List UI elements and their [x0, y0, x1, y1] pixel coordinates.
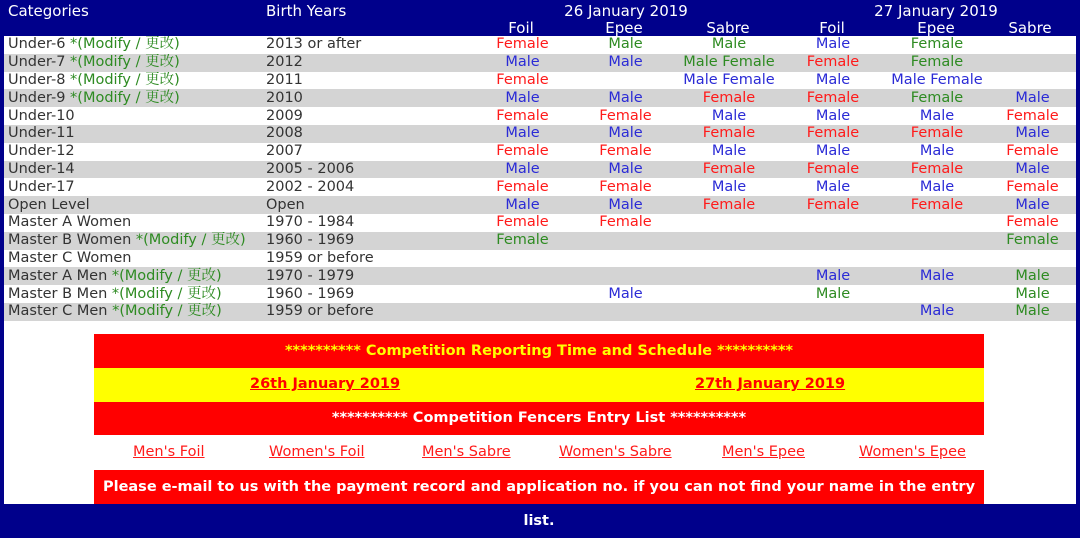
gender-cell-epee-day1 — [574, 232, 677, 250]
gender-cell-epee-day1: Male — [574, 196, 677, 214]
gender-cell-foil-day2: Male — [815, 143, 851, 160]
category-label: Open Level — [8, 196, 90, 213]
birth-years-cell: 1959 or before — [266, 303, 471, 321]
categories-table — [4, 36, 1076, 321]
gender-cell-foil-day1 — [471, 250, 574, 268]
gender-cell-sabre-day2 — [989, 36, 1076, 54]
gender-cell-foil-day2: Female — [781, 125, 885, 143]
gender-cell-foil-day1: Male — [471, 196, 574, 214]
gender-cell-sabre-day1: Female — [677, 161, 781, 179]
modify-link[interactable]: *(Modify / 更改) — [70, 71, 180, 88]
gender-cell-foil-day2 — [781, 250, 885, 268]
gender-cell-epee-day2: Female — [885, 89, 989, 107]
gender-cell-sabre-day2: Male — [989, 303, 1076, 321]
birth-years-cell: 2012 — [266, 54, 471, 72]
womens-epee-link[interactable]: Women's Epee — [859, 444, 966, 460]
category-label: Under-14 — [8, 160, 75, 177]
gender-cell-epee-day2: Male — [919, 107, 955, 124]
gender-cell-foil-day2: Female — [781, 161, 885, 179]
gender-cell-sabre-day1 — [677, 250, 781, 268]
category-cell — [4, 125, 266, 143]
category-cell — [4, 107, 266, 125]
category-label: Under-17 — [8, 178, 75, 195]
category-cell — [4, 178, 266, 196]
gender-cell-epee-day2 — [885, 232, 989, 250]
gender-cell-foil-day1: Male — [471, 125, 574, 143]
gender-cell-sabre-day1: Male — [711, 143, 747, 160]
category-cell — [4, 267, 266, 285]
category-label: Master A Women — [8, 214, 132, 231]
gender-cell-epee-day2 — [885, 285, 989, 303]
gender-cell-epee-day1: Male — [574, 161, 677, 179]
category-cell — [4, 250, 266, 268]
gender-cell-sabre-day2: Male — [989, 125, 1076, 143]
birth-years-cell: 2002 - 2004 — [266, 178, 355, 195]
gender-cell-foil-day2: Male — [815, 36, 851, 53]
table-row — [4, 303, 1076, 321]
gender-cell-sabre-day2: Male — [989, 196, 1076, 214]
gender-cell-epee-day2: Male — [885, 267, 989, 285]
gender-cell-sabre-day2: Male — [989, 89, 1076, 107]
gender-cell-foil-day1: Male — [471, 54, 574, 72]
birth-years-cell: 2009 — [266, 107, 303, 124]
weapon-header-epee-day2: Epee — [917, 19, 955, 37]
gender-cell-epee-day1 — [574, 250, 677, 268]
gender-cell-epee-day1: Female — [599, 214, 652, 231]
footer-notice-banner: Please e-mail to us with the payment record and application no. if you can not find your name in the entry list. — [94, 470, 984, 504]
weapon-header-foil-day1: Foil — [508, 19, 534, 37]
table-row — [4, 267, 1076, 285]
gender-cell-sabre-day1 — [677, 214, 781, 232]
birth-years-header: Birth Years — [266, 2, 347, 20]
womens-sabre-link[interactable]: Women's Sabre — [559, 444, 672, 460]
gender-cell-epee-day1: Male — [574, 125, 677, 143]
category-label: Master C Men — [8, 303, 108, 320]
entry-list-banner: ********** Competition Fencers Entry List ********** — [94, 402, 984, 435]
modify-link[interactable]: *(Modify / 更改) — [111, 267, 222, 284]
category-label: Under-8 — [8, 71, 66, 88]
gender-cell-sabre-day2: Female — [1006, 178, 1059, 195]
modify-link[interactable]: *(Modify / 更改) — [70, 89, 180, 106]
gender-cell-sabre-day1: Male Female — [677, 54, 781, 72]
category-label: Master C Women — [8, 249, 132, 266]
mens-sabre-link[interactable]: Men's Sabre — [422, 444, 511, 460]
gender-cell-sabre-day2 — [989, 72, 1076, 90]
gender-cell-foil-day1: Female — [496, 178, 549, 195]
table-row — [4, 250, 1076, 268]
categories-header: Categories — [8, 2, 89, 20]
birth-years-cell: 2013 or after — [266, 36, 362, 53]
gender-cell-foil-day2: Male — [781, 267, 885, 285]
table-row — [4, 178, 1076, 196]
table-row — [4, 107, 1076, 125]
birth-years-cell: 1970 - 1979 — [266, 267, 471, 285]
gender-cell-foil-day2 — [781, 303, 885, 321]
weapon-header-sabre-day1: Sabre — [706, 19, 750, 37]
modify-link[interactable]: *(Modify / 更改) — [112, 303, 222, 320]
category-label: Under-12 — [8, 143, 75, 160]
gender-cell-foil-day1: Female — [496, 71, 549, 88]
modify-link[interactable]: *(Modify / 更改) — [135, 232, 246, 249]
birth-years-cell: 2010 — [266, 89, 471, 107]
gender-cell-epee-day1 — [574, 72, 677, 90]
gender-cell-epee-day2: Female — [885, 125, 989, 143]
birth-years-cell: 1960 - 1969 — [266, 232, 471, 250]
weapon-header-foil-day2: Foil — [819, 19, 845, 37]
table-row — [4, 214, 1076, 232]
table-row — [4, 161, 1076, 179]
gender-cell-foil-day2: Female — [781, 54, 885, 72]
gender-cell-epee-day1: Male — [608, 36, 643, 53]
category-label: Under-6 — [8, 36, 66, 53]
gender-cell-foil-day1 — [471, 285, 574, 303]
table-row — [4, 143, 1076, 161]
gender-cell-epee-day2: Male — [885, 303, 989, 321]
category-label: Under-11 — [8, 125, 75, 142]
table-row — [4, 196, 1076, 214]
schedule-dates-bar — [94, 368, 984, 402]
gender-cell-sabre-day1 — [677, 303, 781, 321]
gender-cell-foil-day1: Female — [496, 107, 549, 124]
birth-years-cell: 1970 - 1984 — [266, 214, 355, 231]
date-header-2: 27 January 2019 — [874, 2, 998, 20]
category-label: Master A Men — [8, 267, 108, 284]
table-row — [4, 36, 1076, 54]
date-header-1: 26 January 2019 — [564, 2, 688, 20]
table-header — [4, 0, 1076, 36]
birth-years-cell: 2005 - 2006 — [266, 161, 471, 179]
gender-cell-sabre-day2: Female — [1006, 214, 1059, 231]
gender-cell-epee-day2: Female — [885, 161, 989, 179]
gender-cell-foil-day1: Female — [496, 143, 549, 160]
gender-cell-epee-day1: Male — [574, 54, 677, 72]
gender-cell-foil-day1: Male — [471, 161, 574, 179]
gender-cell-epee-day2: Female — [910, 36, 964, 53]
day2-schedule-link[interactable]: 27th January 2019 — [695, 376, 846, 392]
gender-cell-sabre-day2: Male — [1015, 285, 1050, 302]
category-cell — [4, 303, 266, 321]
gender-cell-sabre-day2: Female — [1006, 107, 1059, 124]
table-row — [4, 72, 1076, 90]
gender-cell-foil-day2 — [781, 214, 885, 232]
table-row — [4, 285, 1076, 303]
category-cell — [4, 196, 266, 214]
gender-cell-epee-day1: Female — [599, 107, 652, 124]
gender-cell-foil-day2: Male — [815, 71, 851, 88]
mens-epee-link[interactable]: Men's Epee — [722, 444, 805, 460]
womens-foil-link[interactable]: Women's Foil — [269, 444, 365, 460]
gender-cell-sabre-day1: Female — [677, 125, 781, 143]
category-label: Under-10 — [8, 107, 75, 124]
gender-cell-sabre-day2 — [989, 54, 1076, 72]
gender-cell-sabre-day1 — [677, 285, 781, 303]
gender-cell-foil-day2: Male — [815, 285, 851, 302]
category-label: Under-9 — [8, 89, 66, 106]
gender-cell-epee-day2: Female — [885, 54, 989, 72]
schedule-banner: ********** Competition Reporting Time and Schedule ********** — [94, 334, 984, 368]
gender-cell-sabre-day2: Male — [989, 267, 1076, 285]
gender-cell-sabre-day1: Male — [711, 36, 747, 53]
gender-cell-epee-day1: Male — [608, 285, 643, 302]
gender-cell-foil-day2: Female — [781, 89, 885, 107]
birth-years-cell: 2011 — [266, 71, 303, 88]
table-row — [4, 125, 1076, 143]
gender-cell-sabre-day1 — [677, 232, 781, 250]
category-label: Master B Women — [8, 232, 132, 249]
mens-foil-link[interactable]: Men's Foil — [133, 444, 205, 460]
gender-cell-epee-day2 — [885, 250, 989, 268]
gender-cell-foil-day2 — [781, 232, 885, 250]
gender-cell-sabre-day1: Male Female — [683, 71, 775, 88]
gender-cell-foil-day1: Male — [471, 89, 574, 107]
gender-cell-sabre-day1: Female — [677, 89, 781, 107]
page — [4, 0, 1076, 529]
gender-cell-epee-day1: Female — [599, 178, 652, 195]
gender-cell-epee-day1 — [574, 267, 677, 285]
day1-schedule-link[interactable]: 26th January 2019 — [250, 376, 401, 392]
category-cell — [4, 285, 266, 303]
gender-cell-sabre-day1: Male — [711, 178, 747, 195]
gender-cell-epee-day1: Male — [574, 89, 677, 107]
category-cell — [4, 72, 266, 90]
weapon-header-epee-day1: Epee — [605, 19, 643, 37]
gender-cell-sabre-day2: Male — [989, 161, 1076, 179]
modify-link[interactable]: *(Modify / 更改) — [70, 36, 180, 53]
table-row — [4, 89, 1076, 107]
modify-link[interactable]: *(Modify / 更改) — [111, 285, 222, 302]
entry-links-row — [4, 444, 1076, 464]
gender-cell-foil-day2: Female — [781, 196, 885, 214]
gender-cell-sabre-day1: Male — [711, 107, 747, 124]
birth-years-cell: 1959 or before — [266, 249, 374, 266]
table-row — [4, 232, 1076, 250]
gender-cell-epee-day1 — [574, 303, 677, 321]
birth-years-cell: Open — [266, 196, 471, 214]
gender-cell-sabre-day2: Female — [1006, 143, 1059, 160]
gender-cell-foil-day1: Female — [496, 36, 549, 53]
category-cell — [4, 36, 266, 54]
birth-years-cell: 1960 - 1969 — [266, 285, 355, 302]
category-cell — [4, 54, 266, 72]
birth-years-cell: 2007 — [266, 143, 303, 160]
gender-cell-foil-day1 — [471, 267, 574, 285]
gender-cell-foil-day2: Male — [815, 178, 851, 195]
gender-cell-epee-day2: Male — [919, 178, 955, 195]
category-cell — [4, 161, 266, 179]
birth-years-cell: 2008 — [266, 125, 471, 143]
gender-cell-foil-day1: Female — [496, 214, 549, 231]
category-label: Master B Men — [8, 285, 108, 302]
category-label: Under-7 — [8, 54, 66, 71]
gender-cell-sabre-day1 — [677, 267, 781, 285]
category-cell — [4, 232, 266, 250]
gender-cell-epee-day2: Male Female — [891, 71, 983, 88]
gender-cell-sabre-day1: Female — [677, 196, 781, 214]
gender-cell-epee-day2 — [885, 214, 989, 232]
gender-cell-foil-day2: Male — [815, 107, 851, 124]
gender-cell-sabre-day2 — [989, 250, 1076, 268]
gender-cell-foil-day1 — [471, 303, 574, 321]
table-row — [4, 54, 1076, 72]
category-cell — [4, 143, 266, 161]
gender-cell-sabre-day2: Female — [989, 232, 1076, 250]
weapon-header-sabre-day2: Sabre — [1008, 19, 1052, 37]
category-cell — [4, 89, 266, 107]
gender-cell-epee-day2: Female — [885, 196, 989, 214]
gender-cell-foil-day1: Female — [471, 232, 574, 250]
gender-cell-epee-day2: Male — [919, 143, 955, 160]
modify-link[interactable]: *(Modify / 更改) — [70, 54, 180, 71]
category-cell — [4, 214, 266, 232]
gender-cell-epee-day1: Female — [599, 143, 652, 160]
